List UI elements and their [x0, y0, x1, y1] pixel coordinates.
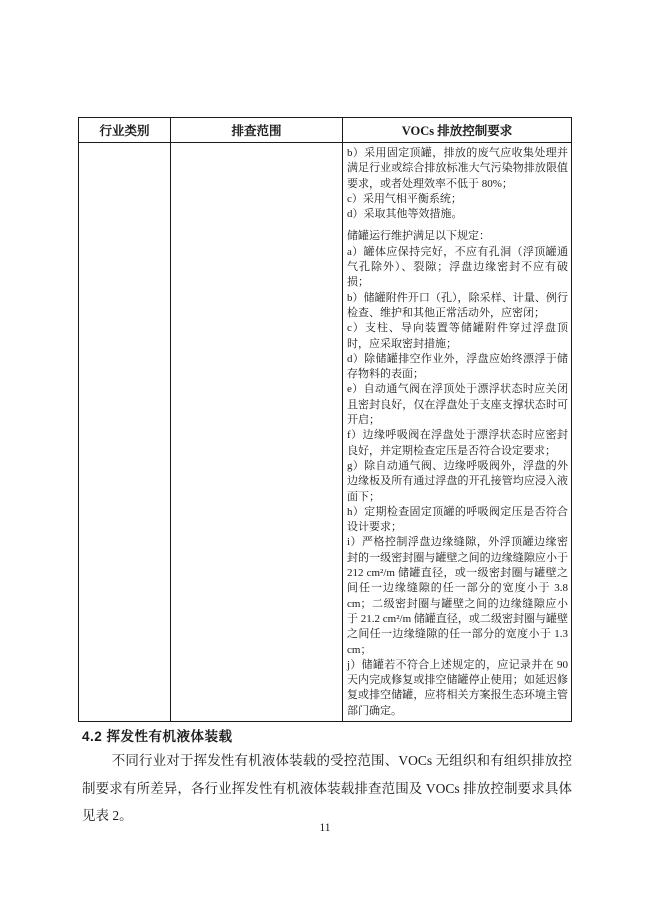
cell-control-requirements [343, 143, 572, 722]
requirements-part1 [347, 146, 568, 222]
column-header-inspection-scope: 排查范围 [171, 118, 343, 143]
maintenance-item-h: h）定期检查固定顶罐的呼吸阀定压是否符合设计要求； [347, 505, 568, 534]
maintenance-item-a: a）罐体应保持完好，不应有孔洞（浮顶罐通气孔除外）、裂隙；浮盘边缘密封不应有破损； [347, 245, 568, 289]
vocs-requirements-table [78, 117, 572, 722]
cell-inspection-scope [171, 143, 343, 722]
maintenance-item-f: f）边缘呼吸阀在浮盘处于漂浮状态时应密封良好，并定期检查定压是否符合设定要求； [347, 429, 568, 457]
maintenance-item-j: j）储罐若不符合上述规定的，应记录并在 90 天内完成修复或排空储罐停止使用；如延迟修复或排空储罐，应将相关方案报生态环境主管部门确定。 [347, 658, 568, 717]
requirement-item-c: c）采用气相平衡系统； [347, 192, 462, 205]
maintenance-item-d: d）除储罐排空作业外，浮盘应始终漂浮于储存物料的表面； [347, 352, 568, 381]
maintenance-item-e: e）自动通气阀在浮顶处于漂浮状态时应关闭且密封良好，仅在浮盘处于支座支撑状态时可开启； [347, 383, 568, 427]
table-header-row [79, 118, 572, 143]
requirement-item-b: b）采用固定顶罐，排放的废气应收集处理并满足行业或综合排放标准大气污染物排放限值要求，或者处理效率不低于 80%； [347, 147, 568, 190]
section-paragraph: 不同行业对于挥发性有机液体装载的受控范围、VOCs 无组织和有组织排放控制要求有所差异，各行业挥发性有机液体装载排查范围及 VOCs 排放控制要求具体见表 2。 [82, 753, 572, 823]
maintenance-item-g: g）除自动通气阀、边缘呼吸阀外，浮盘的外边缘板及所有通过浮盘的开孔接管均应浸入液面下； [347, 459, 568, 503]
section-heading-4-2: 4.2 挥发性有机液体装载 [82, 729, 233, 744]
requirements-part2-tank-maintenance [347, 229, 568, 719]
column-header-vocs-control-requirements: VOCs 排放控制要求 [343, 118, 572, 143]
maintenance-item-c: c）支柱、导向装置等储罐附件穿过浮盘顶时，应采取密封措施； [347, 322, 568, 350]
maintenance-item-i: i）严格控制浮盘边缘缝隙，外浮顶罐边缘密封的一级密封圈与罐壁之间的边缘缝隙应小于 212 cm²/m 储罐直径，或一级密封圈与罐壁之间任一边缘缝隙的任一部分的宽度小于 3.8 cm；二级密封圈与罐壁之间的边缘缝隙应小于 21.2 cm²/m 储罐直径，或二级密封圈与罐壁之间任一边缘缝隙的任一部分的宽度小于 1.3 cm； [347, 536, 568, 656]
page-number: 11 [319, 822, 331, 834]
maintenance-item-b: b）储罐附件开口（孔），除采样、计量、例行检查、维护和其他正常活动外，应密闭； [347, 291, 568, 319]
maintenance-intro-line: 储罐运行维护满足以下规定： [347, 230, 490, 243]
column-header-industry-category: 行业类别 [79, 118, 171, 143]
requirement-item-d: d）采取其他等效措施。 [347, 208, 463, 221]
table-row [79, 143, 572, 722]
cell-industry-category [79, 143, 171, 722]
